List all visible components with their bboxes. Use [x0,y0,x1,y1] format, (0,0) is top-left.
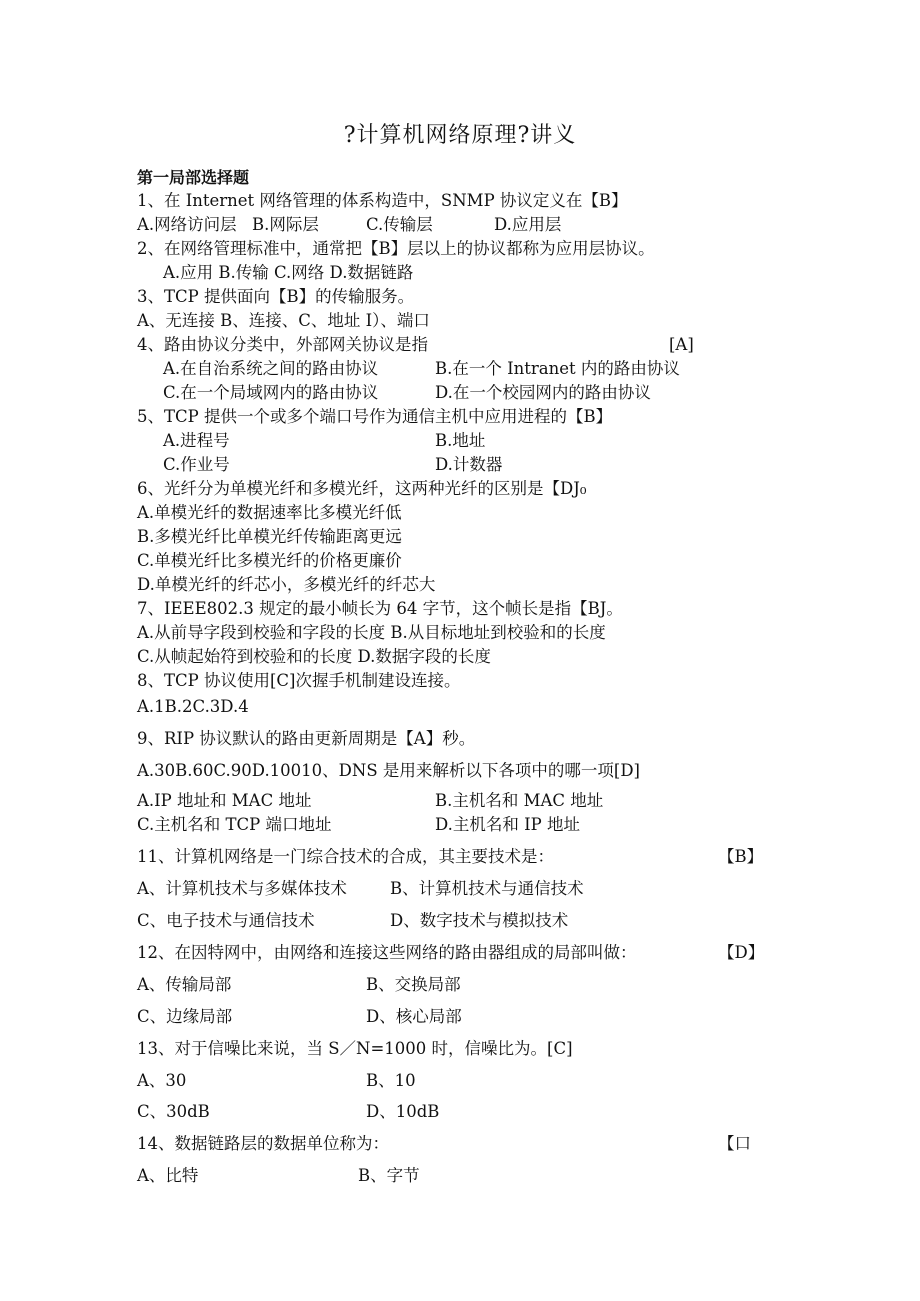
question-14-option-a: A、比特 [137,1166,199,1185]
question-6-stem: 6、光纤分为单模光纤和多模光纤，这两种光纤的区别是【DJ₀ [137,479,587,498]
question-4-option-a: A.在自治系统之间的路由协议 [163,359,379,378]
question-12-option-b: B、交换局部 [366,975,461,994]
question-8-stem: 8、TCP 协议使用[C]次握手机制建设连接。 [137,671,461,690]
question-5-option-d: D.计数器 [435,455,503,474]
question-2-options: A.应用 B.传输 C.网络 D.数据链路 [163,263,414,282]
question-1-stem: 1、在 Internet 网络管理的体系构造中，SNMP 协议定义在【B】 [137,191,628,210]
question-3-stem: 3、TCP 提供面向【B】的传输服务。 [137,287,415,306]
question-4-option-b: B.在一个 Intranet 内的路由协议 [435,359,680,378]
question-1-option-b: B.网际层 [252,215,319,234]
section-heading: 第一局部选择题 [137,168,250,187]
question-12-stem: 12、在因特网中，由网络和连接这些网络的路由器组成的局部叫做： [137,943,637,962]
question-5-stem: 5、TCP 提供一个或多个端口号作为通信主机中应用进程的【B】 [137,407,613,426]
question-10-option-d: D.主机名和 IP 地址 [435,815,580,834]
question-4-option-d: D.在一个校园网内的路由协议 [435,383,651,402]
question-8-options: A.1B.2C.3D.4 [137,697,249,716]
question-14-answer: 【口 [718,1134,751,1153]
question-5-option-b: B.地址 [435,431,486,450]
question-7-options-ab: A.从前导字段到校验和字段的长度 B.从目标地址到校验和的长度 [137,623,606,642]
question-10-option-b: B.主机名和 MAC 地址 [435,791,604,810]
question-10-stem: A.30B.60C.90D.10010、DNS 是用来解析以下各项中的哪一项[D] [137,761,640,780]
question-11-option-b: B、计算机技术与通信技术 [390,879,584,898]
question-10-option-c: C.主机名和 TCP 端口地址 [137,815,332,834]
question-6-option-a: A.单模光纤的数据速率比多模光纤低 [137,503,402,522]
question-1-option-c: C.传输层 [366,215,433,234]
question-11-option-c: C、电子技术与通信技术 [137,911,315,930]
question-13-option-b: B、10 [366,1071,416,1090]
question-5-option-c: C.作业号 [163,455,230,474]
question-11-answer: 【B】 [718,847,764,866]
question-1-option-d: D.应用层 [494,215,562,234]
question-13-option-a: A、30 [137,1071,187,1090]
question-13-option-d: D、10dB [366,1102,440,1121]
question-13-stem: 13、对于信噪比来说，当 S／N=1000 时，信噪比为。[C] [137,1039,573,1058]
question-2-stem: 2、在网络管理标准中，通常把【B】层以上的协议都称为应用层协议。 [137,239,655,258]
document-title: ?计算机网络原理?讲义 [343,123,577,148]
question-12-option-c: C、边缘局部 [137,1007,233,1026]
question-14-stem: 14、数据链路层的数据单位称为： [137,1134,389,1153]
question-6-option-c: C.单模光纤比多模光纤的价格更廉价 [137,551,402,570]
question-5-option-a: A.进程号 [163,431,230,450]
question-6-option-b: B.多模光纤比单模光纤传输距离更远 [137,527,402,546]
question-7-options-cd: C.从帧起始符到校验和的长度 D.数据字段的长度 [137,647,491,666]
question-12-option-a: A、传输局部 [137,975,232,994]
question-9-stem: 9、RIP 协议默认的路由更新周期是【A】秒。 [137,729,476,748]
question-6-option-d: D.单模光纤的纤芯小，多模光纤的纤芯大 [137,575,436,594]
question-3-options: A、无连接 B、连接、C、地址 I）、端口 [137,311,430,330]
question-4-stem: 4、路由协议分类中，外部网关协议是指 [137,335,428,354]
question-13-option-c: C、30dB [137,1102,210,1121]
question-4-option-c: C.在一个局域网内的路由协议 [163,383,379,402]
question-11-stem: 11、计算机网络是一门综合技术的合成，其主要技术是： [137,847,554,866]
question-11-option-a: A、计算机技术与多媒体技术 [137,879,347,898]
question-12-option-d: D、核心局部 [366,1007,462,1026]
question-14-option-b: B、字节 [358,1166,420,1185]
question-12-answer: 【D】 [718,943,765,962]
question-11-option-d: D、数字技术与模拟技术 [390,911,569,930]
question-1-option-a: A.网络访问层 [137,215,237,234]
question-7-stem: 7、IEEE802.3 规定的最小帧长为 64 字节，这个帧长是指【BJ。 [137,599,623,618]
question-10-option-a: A.IP 地址和 MAC 地址 [137,791,312,810]
question-4-answer: [A] [669,335,694,354]
